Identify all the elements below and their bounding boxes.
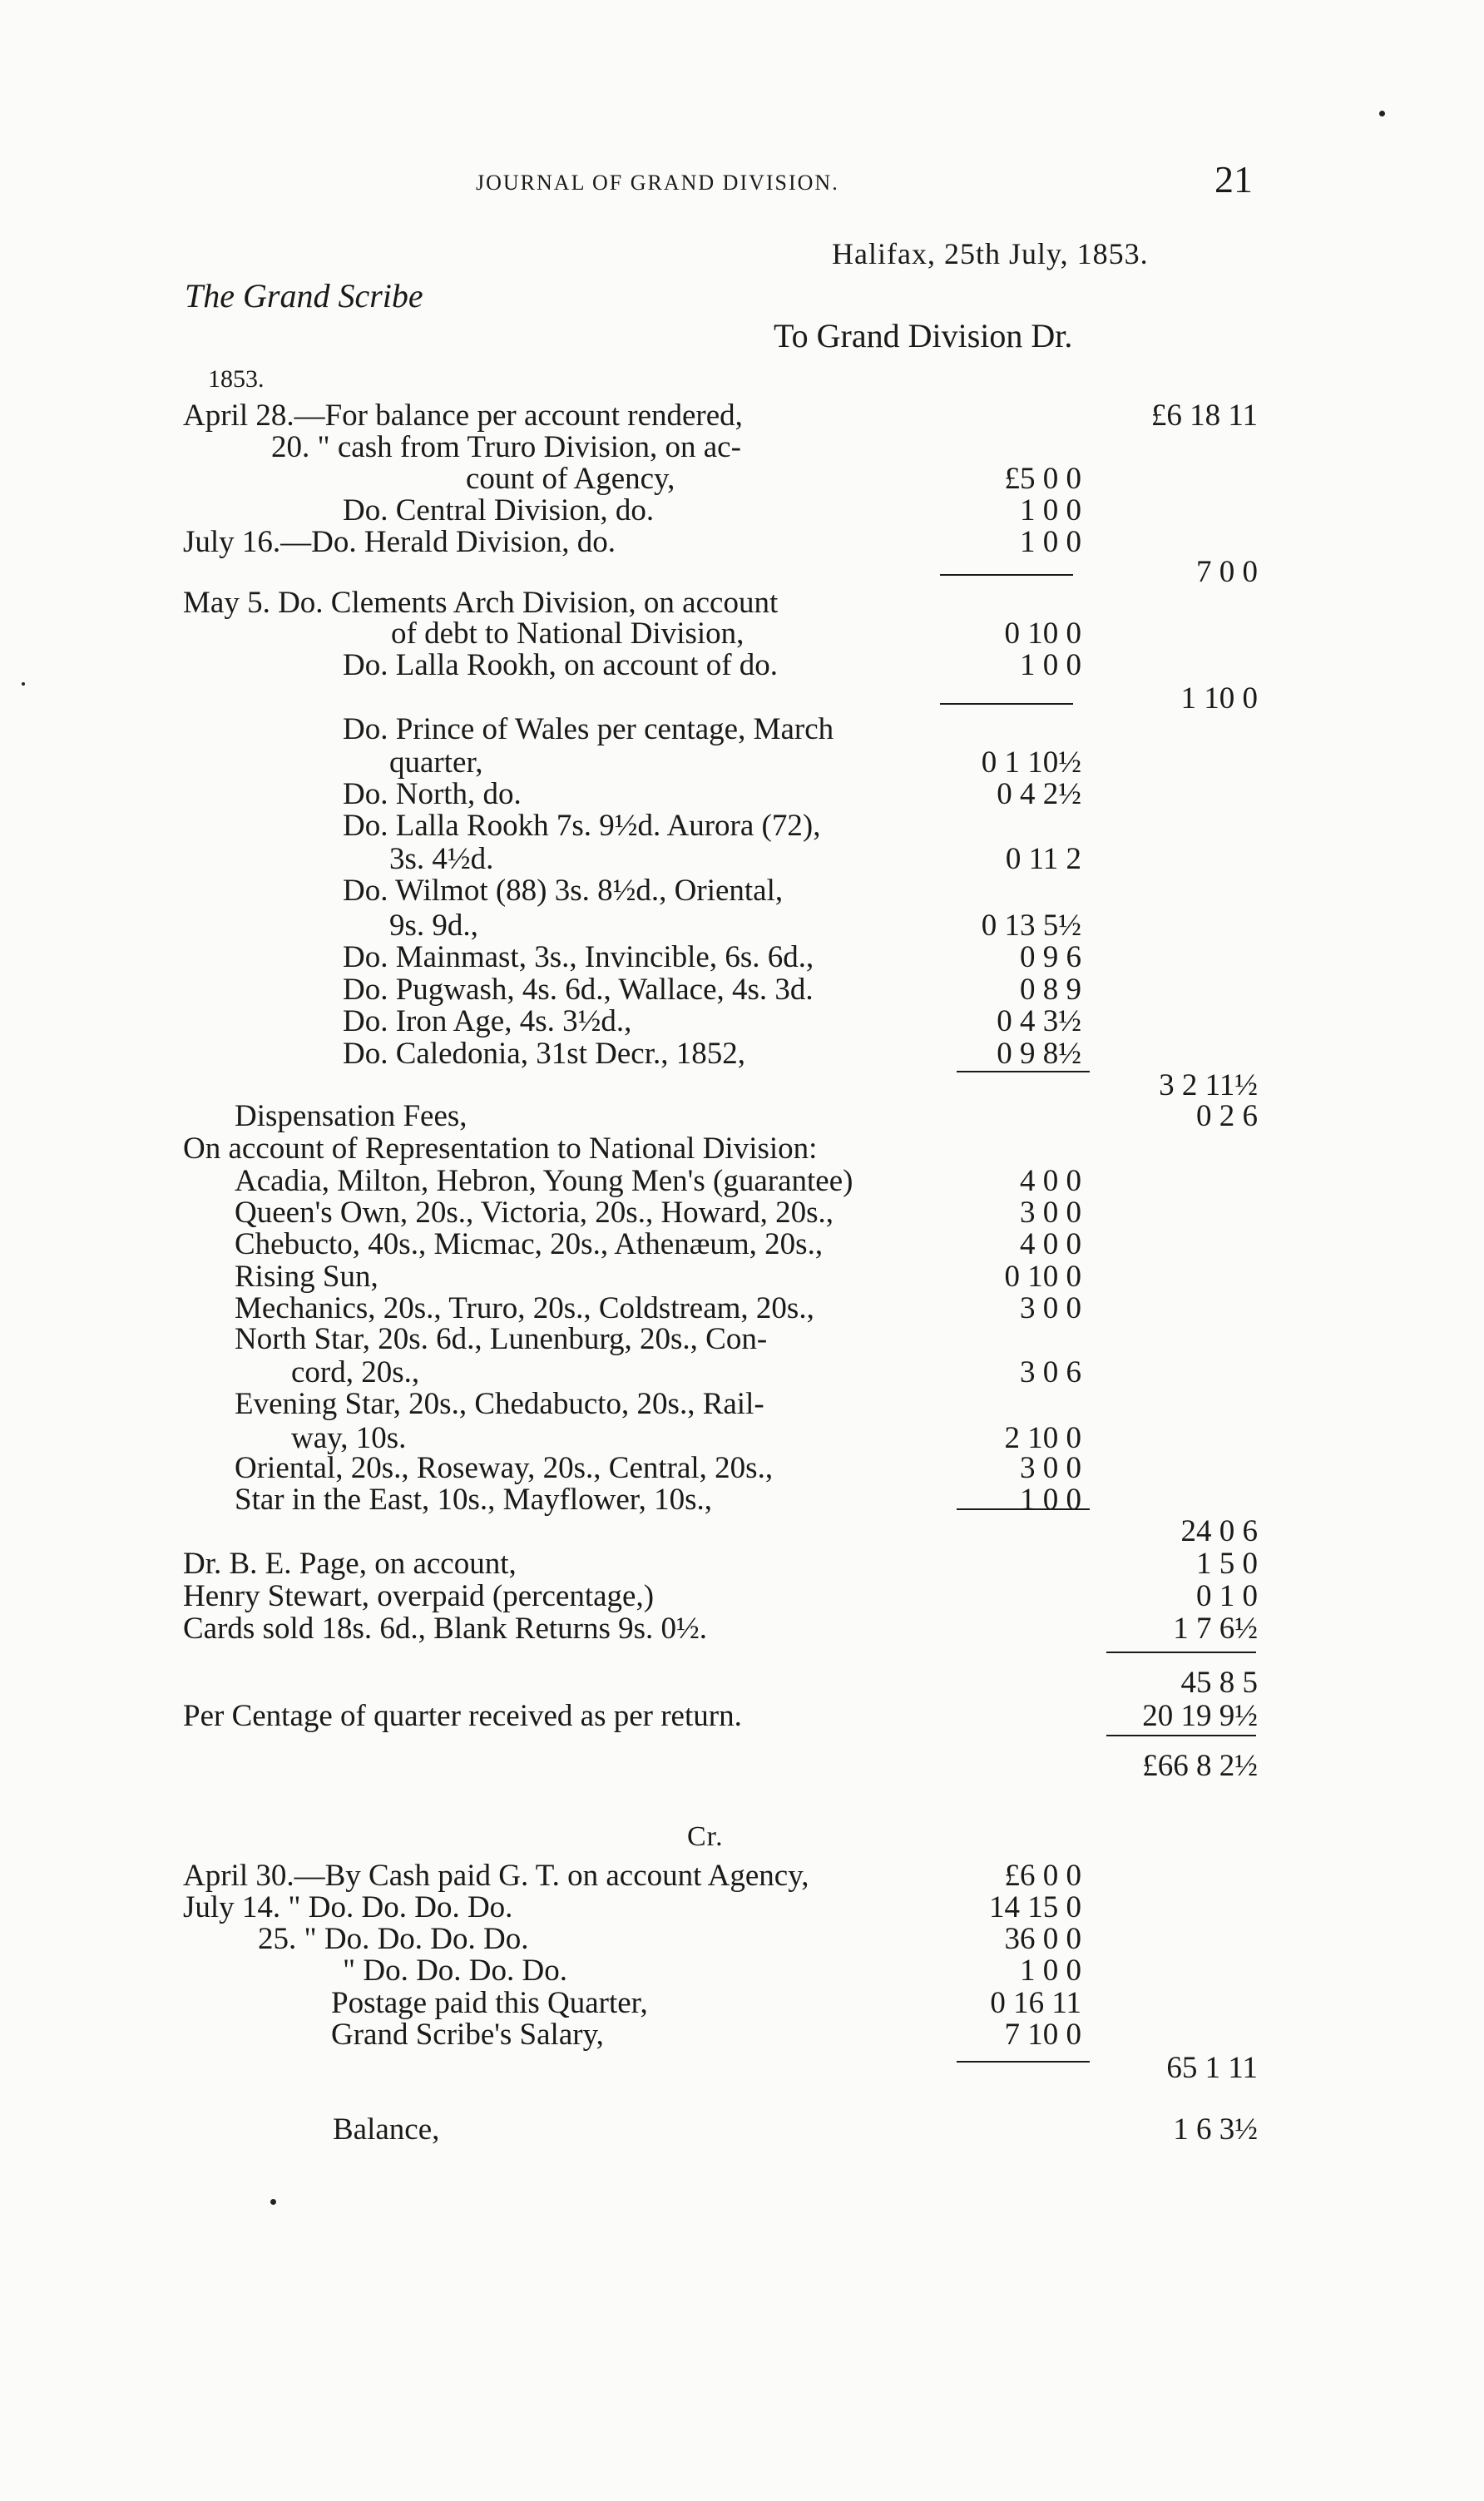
debit-description: Do. Iron Age, 4s. 3½d.,: [343, 1004, 632, 1038]
debit-amount-inner: 4 0 0: [1020, 1227, 1081, 1261]
debit-amount-inner: 1 0 0: [1020, 648, 1081, 682]
debit-amount-inner: 0 10 0: [1004, 1260, 1081, 1294]
debit-description: Dr. B. E. Page, on account,: [183, 1547, 517, 1581]
debit-amount-total: 20 19 9½: [1142, 1699, 1258, 1733]
debit-amount-inner: 0 4 2½: [997, 777, 1081, 811]
debit-amount-total: £66 8 2½: [1142, 1749, 1258, 1783]
credit-amount-inner: £6 0 0: [1004, 1859, 1081, 1893]
debit-description: Acadia, Milton, Hebron, Young Men's (guarantee): [235, 1164, 853, 1198]
credit-amount-inner: 14 15 0: [989, 1890, 1081, 1924]
debit-description: July 16.—Do. Herald Division, do.: [183, 525, 616, 559]
rule: [957, 1071, 1090, 1072]
debit-amount-inner: 0 11 2: [1005, 842, 1081, 876]
debit-amount-inner: 0 4 3½: [997, 1004, 1081, 1038]
page-number: 21: [1214, 158, 1253, 201]
debit-description: Per Centage of quarter received as per return.: [183, 1699, 742, 1733]
rule: [940, 703, 1073, 705]
debit-amount-total: £6 18 11: [1150, 399, 1258, 433]
debit-amount-inner: 3 0 0: [1020, 1451, 1081, 1485]
debit-description: count of Agency,: [466, 462, 675, 496]
debit-description: Dispensation Fees,: [235, 1099, 467, 1133]
debit-description: Evening Star, 20s., Chedabucto, 20s., Rail-: [235, 1387, 764, 1421]
debit-amount-inner: 0 1 10½: [981, 745, 1081, 780]
debit-description: Cards sold 18s. 6d., Blank Returns 9s. 0½.: [183, 1612, 708, 1646]
account-title-left: The Grand Scribe: [185, 277, 423, 314]
debit-amount-inner: 0 10 0: [1004, 617, 1081, 651]
credit-heading: Cr.: [687, 1821, 724, 1852]
running-title: JOURNAL OF GRAND DIVISION.: [476, 171, 839, 195]
credit-amount-inner: 0 16 11: [990, 1986, 1081, 2020]
debit-description: quarter,: [389, 745, 483, 780]
debit-description: May 5. Do. Clements Arch Division, on account: [183, 586, 779, 620]
credit-description: " Do. Do. Do. Do.: [343, 1954, 567, 1988]
debit-amount-total: 45 8 5: [1180, 1666, 1258, 1700]
debit-amount-inner: 0 13 5½: [981, 909, 1081, 943]
debit-amount-inner: 3 0 0: [1020, 1291, 1081, 1325]
debit-description: 20. " cash from Truro Division, on ac-: [271, 430, 741, 464]
credit-amount-inner: 7 10 0: [1004, 2018, 1081, 2052]
credit-description: April 30.—By Cash paid G. T. on account Agency,: [183, 1859, 809, 1893]
credit-amount-inner: 36 0 0: [1004, 1922, 1081, 1956]
debit-description: 9s. 9d.,: [389, 909, 478, 943]
place-date: Halifax, 25th July, 1853.: [832, 237, 1149, 270]
debit-description: April 28.—For balance per account rendered,: [183, 399, 743, 433]
debit-amount-inner: £5 0 0: [1004, 462, 1081, 496]
credit-description: Balance,: [333, 2112, 440, 2147]
account-title-right: To Grand Division Dr.: [774, 317, 1073, 354]
rule: [940, 574, 1073, 576]
credit-description: Postage paid this Quarter,: [331, 1986, 648, 2020]
rule: [957, 2061, 1090, 2063]
debit-description: Star in the East, 10s., Mayflower, 10s.,: [235, 1483, 712, 1517]
debit-description: Queen's Own, 20s., Victoria, 20s., Howard, 20s.,: [235, 1196, 834, 1230]
year-label: 1853.: [208, 365, 265, 393]
debit-description: Do. Pugwash, 4s. 6d., Wallace, 4s. 3d.: [343, 973, 814, 1007]
debit-amount-total: 24 0 6: [1180, 1514, 1258, 1548]
debit-description: 3s. 4½d.: [389, 842, 494, 876]
rule: [957, 1508, 1090, 1510]
debit-amount-inner: 1 0 0: [1020, 1483, 1081, 1517]
debit-amount-total: 1 7 6½: [1173, 1612, 1258, 1646]
debit-amount-total: 0 1 0: [1196, 1579, 1258, 1613]
debit-description: Do. Lalla Rookh, on account of do.: [343, 648, 779, 682]
debit-description: Do. Caledonia, 31st Decr., 1852,: [343, 1037, 745, 1071]
credit-amount-inner: 1 0 0: [1020, 1954, 1081, 1988]
debit-description: North Star, 20s. 6d., Lunenburg, 20s., Con-: [235, 1322, 768, 1356]
debit-description: Mechanics, 20s., Truro, 20s., Coldstream, 20s.,: [235, 1291, 814, 1325]
debit-amount-inner: 0 9 8½: [997, 1037, 1081, 1071]
credit-amount-total: 65 1 11: [1166, 2051, 1258, 2085]
rule: [1106, 1652, 1256, 1653]
ink-speck: [22, 682, 25, 686]
debit-description: Rising Sun,: [235, 1260, 378, 1294]
debit-description: Do. North, do.: [343, 777, 522, 811]
debit-description: Do. Central Division, do.: [343, 493, 655, 527]
credit-description: 25. " Do. Do. Do. Do.: [258, 1922, 529, 1956]
debit-amount-total: 1 5 0: [1196, 1547, 1258, 1581]
debit-amount-inner: 3 0 6: [1020, 1355, 1081, 1389]
rule: [1106, 1735, 1256, 1736]
credit-description: July 14. " Do. Do. Do. Do.: [183, 1890, 513, 1924]
debit-amount-inner: 0 8 9: [1020, 973, 1081, 1007]
debit-amount-total: 7 0 0: [1196, 555, 1258, 589]
debit-description: Do. Wilmot (88) 3s. 8½d., Oriental,: [343, 874, 784, 908]
debit-description: Do. Mainmast, 3s., Invincible, 6s. 6d.,: [343, 940, 814, 974]
credit-description: Grand Scribe's Salary,: [331, 2018, 604, 2052]
debit-amount-inner: 2 10 0: [1004, 1421, 1081, 1455]
debit-amount-total: 3 2 11½: [1159, 1068, 1258, 1102]
debit-description: On account of Representation to National Division:: [183, 1132, 818, 1166]
debit-amount-inner: 1 0 0: [1020, 493, 1081, 527]
credit-amount-total: 1 6 3½: [1173, 2112, 1258, 2147]
debit-description: of debt to National Division,: [391, 617, 744, 651]
debit-description: Do. Lalla Rookh 7s. 9½d. Aurora (72),: [343, 809, 821, 843]
debit-description: Henry Stewart, overpaid (percentage,): [183, 1579, 655, 1613]
ink-speck: [270, 2199, 276, 2205]
debit-description: Do. Prince of Wales per centage, March: [343, 712, 834, 746]
debit-amount-inner: 1 0 0: [1020, 525, 1081, 559]
debit-description: cord, 20s.,: [291, 1355, 420, 1389]
debit-description: Chebucto, 40s., Micmac, 20s., Athenæum, 20s.,: [235, 1227, 824, 1261]
debit-description: way, 10s.: [291, 1421, 407, 1455]
debit-amount-total: 0 2 6: [1196, 1099, 1258, 1133]
ink-speck: [1379, 111, 1385, 116]
debit-amount-total: 1 10 0: [1180, 681, 1258, 716]
debit-description: Oriental, 20s., Roseway, 20s., Central, 20s.,: [235, 1451, 774, 1485]
debit-amount-inner: 3 0 0: [1020, 1196, 1081, 1230]
debit-amount-inner: 4 0 0: [1020, 1164, 1081, 1198]
debit-amount-inner: 0 9 6: [1020, 940, 1081, 974]
